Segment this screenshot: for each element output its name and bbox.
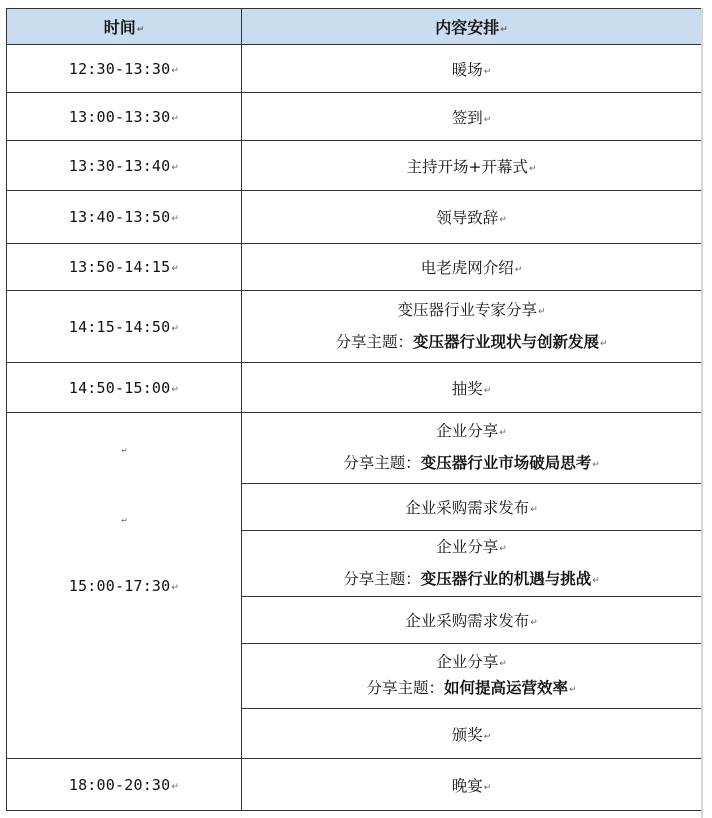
time-cell: 14:15-14:50↵ <box>7 291 242 363</box>
table-row <box>7 45 702 93</box>
agenda-table <box>6 8 702 811</box>
agenda-document <box>6 8 701 812</box>
content-cell: 电老虎网介绍↵ <box>242 244 702 291</box>
table-row <box>7 413 702 484</box>
time-cell: 13:00-13:30↵ <box>7 93 242 141</box>
table-row <box>7 141 702 191</box>
time-cell: 13:30-13:40↵ <box>7 141 242 191</box>
table-row <box>7 363 702 413</box>
content-cell: 企业分享↵ 分享主题：如何提高运营效率↵ <box>242 644 702 709</box>
table-row <box>7 759 702 811</box>
time-cell: 13:40-13:50↵ <box>7 191 242 244</box>
empty-paragraph-mark: ↵ <box>121 515 127 525</box>
time-cell: 13:50-14:15↵ <box>7 244 242 291</box>
header-content: 内容安排↵ <box>242 9 702 45</box>
time-cell: 14:50-15:00↵ <box>7 363 242 413</box>
page-edge-shadow <box>701 8 703 818</box>
table-header-row <box>7 9 702 45</box>
table-row <box>7 244 702 291</box>
table-row <box>7 291 702 363</box>
content-cell: 变压器行业专家分享↵ 分享主题：变压器行业现状与创新发展↵ <box>242 291 702 363</box>
table-row <box>7 191 702 244</box>
content-cell: 签到↵ <box>242 93 702 141</box>
table-row <box>7 93 702 141</box>
content-cell: 企业分享↵ 分享主题：变压器行业的机遇与挑战↵ <box>242 531 702 597</box>
content-cell: 晚宴↵ <box>242 759 702 811</box>
time-cell-block: ↵ ↵ 15:00-17:30↵ <box>7 413 242 759</box>
content-cell: 企业分享↵ 分享主题：变压器行业市场破局思考↵ <box>242 413 702 484</box>
content-cell: 企业采购需求发布↵ <box>242 597 702 644</box>
time-cell: 12:30-13:30↵ <box>7 45 242 93</box>
content-cell: 暖场↵ <box>242 45 702 93</box>
content-cell: 颁奖↵ <box>242 709 702 759</box>
content-cell: 抽奖↵ <box>242 363 702 413</box>
header-time: 时间↵ <box>7 9 242 45</box>
empty-paragraph-mark: ↵ <box>121 445 127 455</box>
time-cell: 18:00-20:30↵ <box>7 759 242 811</box>
content-cell: 主持开场+开幕式↵ <box>242 141 702 191</box>
content-cell: 企业采购需求发布↵ <box>242 484 702 531</box>
content-cell: 领导致辞↵ <box>242 191 702 244</box>
